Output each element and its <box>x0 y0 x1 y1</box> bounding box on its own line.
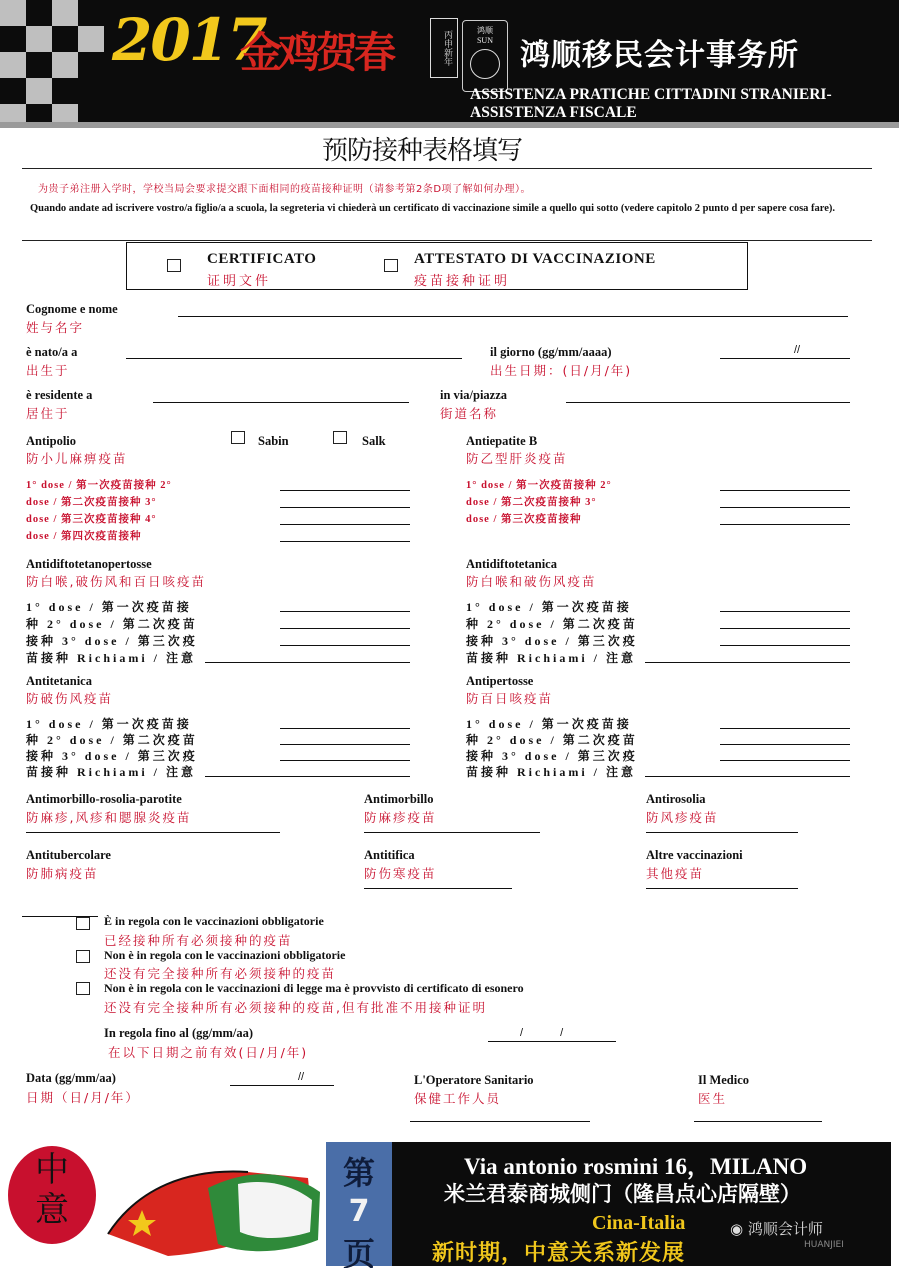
antipertosse-dose-field[interactable] <box>645 776 850 777</box>
antidifto-dose: 接种 3° dose / 第三次疫 <box>26 634 198 648</box>
footer-address-panel <box>392 1142 891 1266</box>
zhongyi-seal-text: 中意 <box>35 1150 69 1230</box>
antidiftotet-dose-field[interactable] <box>720 645 850 646</box>
sign-date-field[interactable] <box>230 1085 334 1086</box>
antipertosse-dose-field[interactable] <box>720 760 850 761</box>
status-zh: 已经接种所有必须接种的疫苗 <box>104 933 293 948</box>
wechat-icon: ◉ <box>730 1220 748 1238</box>
page-number-bottom: 页 <box>342 1235 375 1268</box>
status-zh: 还没有完全接种所有必须接种的疫苗 <box>104 966 337 981</box>
status-zh: 还没有完全接种所有必须接种的疫苗,但有批准不用接种证明 <box>104 1000 487 1015</box>
intro-zh: 为贵子弟注册入学时，学校当局会要求提交跟下面相同的疫苗接种证明（请参考第2条D项了解如何办理）。 <box>38 184 532 195</box>
firm-subtitle: ASSISTENZA PRATICHE CITTADINI STRANIERI-ASSISTENZA FISCALE <box>470 86 832 121</box>
header-greeting: 金鸡贺春 <box>240 28 393 77</box>
certificato-zh: 证明文件 <box>207 274 272 289</box>
attestato-checkbox[interactable] <box>384 259 398 272</box>
sign-date-label: Data (gg/mm/aa) <box>26 1071 116 1085</box>
status-checkbox[interactable] <box>76 982 90 995</box>
antitetanica-dose-field[interactable] <box>280 760 410 761</box>
residence-zh: 居住于 <box>26 406 70 421</box>
antirosolia-field[interactable] <box>646 832 798 833</box>
antiepatite-dose-field[interactable] <box>720 490 850 491</box>
name-zh: 姓与名字 <box>26 320 85 335</box>
street-label: in via/piazza <box>440 388 508 402</box>
antirosolia-zh: 防风疹疫苗 <box>646 810 719 825</box>
valid-until-slashes: / / <box>520 1027 564 1039</box>
antidifto-dose-field[interactable] <box>205 662 410 663</box>
status-checkbox[interactable] <box>76 950 90 963</box>
header-banner <box>0 0 899 122</box>
antidiftotet-dose: 种 2° dose / 第二次疫苗 <box>466 617 638 631</box>
antipolio-dose-field[interactable] <box>280 507 410 508</box>
operator-label: L'Operatore Sanitario <box>414 1073 534 1087</box>
salk-label: Salk <box>362 434 386 448</box>
antitubercolare-zh: 防肺病疫苗 <box>26 866 99 881</box>
residence-field[interactable] <box>153 402 409 403</box>
birthplace-label: è nato/a a <box>26 345 78 359</box>
valid-until-zh: 在以下日期之前有效(日/月/年) <box>108 1045 309 1060</box>
antimorbillo-title: Antimorbillo <box>364 792 434 806</box>
status-label: È in regola con le vaccinazioni obbligatorie <box>104 914 324 928</box>
street-zh: 街道名称 <box>440 406 499 421</box>
antidiftotet-dose: 接种 3° dose / 第三次疫 <box>466 634 638 648</box>
antidifto-dose-field[interactable] <box>280 645 410 646</box>
antipertosse-dose: 种 2° dose / 第二次疫苗 <box>466 733 638 747</box>
antitetanica-title: Antitetanica <box>26 674 92 688</box>
antiepatite-dose: 1° dose / 第一次疫苗接种 2° <box>466 480 612 491</box>
birthdate-slashes: // <box>794 344 801 356</box>
attestato-zh: 疫苗接种证明 <box>414 274 511 289</box>
title-rule <box>22 168 872 169</box>
footer-slogan-zh: 新时期，中意关系新发展 <box>432 1241 686 1266</box>
wechat-id <box>730 1218 823 1239</box>
doctor-label: Il Medico <box>698 1073 750 1087</box>
page-number-badge <box>326 1142 392 1266</box>
operator-zh: 保健工作人员 <box>414 1091 502 1106</box>
antipolio-zh: 防小儿麻痹疫苗 <box>26 451 128 466</box>
header-seal: 丙申新年 <box>430 18 458 78</box>
firm-name: 鸿顺移民会计事务所 <box>520 38 799 73</box>
sign-date-zh: 日期（日/月/年） <box>26 1090 140 1105</box>
antiepatite-zh: 防乙型肝炎疫苗 <box>466 451 568 466</box>
antitifica-title: Antitifica <box>364 848 415 862</box>
altre-field[interactable] <box>646 888 798 889</box>
certificate-type-box <box>126 242 748 290</box>
intro-rule <box>22 240 872 241</box>
antitifica-zh: 防伤寒疫苗 <box>364 866 437 881</box>
antitetanica-dose-field[interactable] <box>205 776 410 777</box>
sign-date-slashes: // <box>298 1071 305 1083</box>
antipolio-title: Antipolio <box>26 434 77 448</box>
status-checkbox[interactable] <box>76 917 90 930</box>
wechat-name: 鸿顺会计师 <box>747 1220 823 1238</box>
mpr-title: Antimorbillo-rosolia-parotite <box>26 792 182 806</box>
name-label: Cognome e nome <box>26 302 118 316</box>
watermark: HUANJIEI <box>804 1240 844 1250</box>
antimorbillo-zh: 防麻疹疫苗 <box>364 810 437 825</box>
antidiftotet-dose-field[interactable] <box>720 611 850 612</box>
antitetanica-dose: 接种 3° dose / 第三次疫 <box>26 749 198 763</box>
antidiftotet-dose: 1° dose / 第一次疫苗接 <box>466 600 632 614</box>
doctor-signature-field[interactable] <box>694 1121 822 1122</box>
antitetanica-dose: 种 2° dose / 第二次疫苗 <box>26 733 198 747</box>
antipolio-dose: dose / 第二次疫苗接种 3° <box>26 497 157 508</box>
handshake-illustration <box>98 1148 324 1266</box>
birthplace-field[interactable] <box>126 358 462 359</box>
footer-address-zh: 米兰君泰商城侧门（隆昌点心店隔壁） <box>444 1182 801 1206</box>
antipolio-dose-field[interactable] <box>280 490 410 491</box>
street-field[interactable] <box>566 402 850 403</box>
antipolio-dose-field[interactable] <box>280 524 410 525</box>
checker-pattern <box>0 0 104 122</box>
firm-logo-name: SUN <box>476 36 493 45</box>
footer-slogan-it: Cina-Italia <box>592 1212 686 1234</box>
antidifto-zh: 防白喉,破伤风和百日咳疫苗 <box>26 574 206 589</box>
certificato-checkbox[interactable] <box>167 259 181 272</box>
antitetanica-zh: 防破伤风疫苗 <box>26 691 114 706</box>
antipolio-dose: 1° dose / 第一次疫苗接种 2° <box>26 480 172 491</box>
antidifto-dose-field[interactable] <box>280 611 410 612</box>
certificato-label: CERTIFICATO <box>207 251 317 267</box>
antitetanica-dose: 1° dose / 第一次疫苗接 <box>26 717 192 731</box>
antiepatite-title: Antiepatite B <box>466 434 538 448</box>
operator-signature-field[interactable] <box>410 1121 590 1122</box>
page-number-top: 第 <box>342 1154 375 1192</box>
intro-it: Quando andate ad iscrivere vostro/a figlio/a a scuola, la segreteria vi chiederà un certificato di vaccinazione simile a quello qui sotto (vedere capitolo 2 punto d per sapere cosa fare). <box>30 203 836 214</box>
antidiftotet-dose-field[interactable] <box>720 628 850 629</box>
doctor-zh: 医生 <box>698 1091 728 1106</box>
antipertosse-dose: 苗接种 Richiami / 注意 <box>466 765 636 779</box>
page-number: 7 <box>348 1194 370 1229</box>
birthdate-label: il giorno (gg/mm/aaaa) <box>490 345 612 359</box>
antitubercolare-title: Antitubercolare <box>26 848 111 862</box>
attestato-label: ATTESTATO DI VACCINAZIONE <box>414 251 656 267</box>
antitetanica-dose-field[interactable] <box>280 744 410 745</box>
antipertosse-dose-field[interactable] <box>720 728 850 729</box>
salk-checkbox[interactable] <box>333 431 347 444</box>
header-year: 2017 <box>112 6 266 74</box>
birthdate-field[interactable] <box>720 358 850 359</box>
birthdate-zh: 出生日期：(日/月/年) <box>490 363 633 378</box>
valid-until-field[interactable] <box>488 1041 616 1042</box>
altre-title: Altre vaccinazioni <box>646 848 743 862</box>
page-title: 预防接种表格填写 <box>322 136 523 166</box>
antidiftotet-zh: 防白喉和破伤风疫苗 <box>466 574 597 589</box>
antidifto-dose: 种 2° dose / 第二次疫苗 <box>26 617 198 631</box>
antiepatite-dose-field[interactable] <box>720 507 850 508</box>
antiepatite-dose-field[interactable] <box>720 524 850 525</box>
mpr-field[interactable] <box>26 832 280 833</box>
antipertosse-dose: 1° dose / 第一次疫苗接 <box>466 717 632 731</box>
antidifto-title: Antidiftotetanopertosse <box>26 557 152 571</box>
antiepatite-dose: dose / 第三次疫苗接种 <box>466 514 582 525</box>
altre-zh: 其他疫苗 <box>646 866 705 881</box>
antipolio-dose: dose / 第三次疫苗接种 4° <box>26 514 157 525</box>
sabin-label: Sabin <box>258 434 289 448</box>
antitetanica-dose-field[interactable] <box>280 728 410 729</box>
antidifto-dose: 1° dose / 第一次疫苗接 <box>26 600 192 614</box>
antidiftotet-dose: 苗接种 Richiami / 注意 <box>466 651 636 665</box>
header-divider <box>0 122 899 128</box>
antidifto-dose: 苗接种 Richiami / 注意 <box>26 651 196 665</box>
footer-address: Via antonio rosmini 16，MILANO <box>464 1154 808 1179</box>
birthplace-zh: 出生于 <box>26 363 70 378</box>
antipolio-dose-field[interactable] <box>280 541 410 542</box>
status-label: Non è in regola con le vaccinazioni obbligatorie <box>104 948 346 962</box>
status-label: Non è in regola con le vaccinazioni di legge ma è provvisto di certificato di esonero <box>104 981 524 995</box>
antipertosse-zh: 防百日咳疫苗 <box>466 691 554 706</box>
antipertosse-dose: 接种 3° dose / 第三次疫 <box>466 749 638 763</box>
residence-label: è residente a <box>26 388 93 402</box>
antidiftotet-dose-field[interactable] <box>645 662 850 663</box>
name-field[interactable] <box>178 316 848 317</box>
valid-until-label: In regola fino al (gg/mm/aa) <box>104 1026 254 1040</box>
antipolio-dose: dose / 第四次疫苗接种 <box>26 531 142 542</box>
antirosolia-title: Antirosolia <box>646 792 706 806</box>
firm-logo-top: 鸿顺 <box>477 26 493 35</box>
antiepatite-dose: dose / 第二次疫苗接种 3° <box>466 497 597 508</box>
mpr-zh: 防麻疹,风疹和腮腺炎疫苗 <box>26 810 192 825</box>
antitetanica-dose: 苗接种 Richiami / 注意 <box>26 765 196 779</box>
antipertosse-dose-field[interactable] <box>720 744 850 745</box>
scales-icon <box>470 49 500 79</box>
antipertosse-title: Antipertosse <box>466 674 534 688</box>
sabin-checkbox[interactable] <box>231 431 245 444</box>
antitifica-field[interactable] <box>364 888 512 889</box>
antidifto-dose-field[interactable] <box>280 628 410 629</box>
firm-logo <box>462 20 508 92</box>
antimorbillo-field[interactable] <box>364 832 540 833</box>
antidiftotet-title: Antidiftotetanica <box>466 557 557 571</box>
